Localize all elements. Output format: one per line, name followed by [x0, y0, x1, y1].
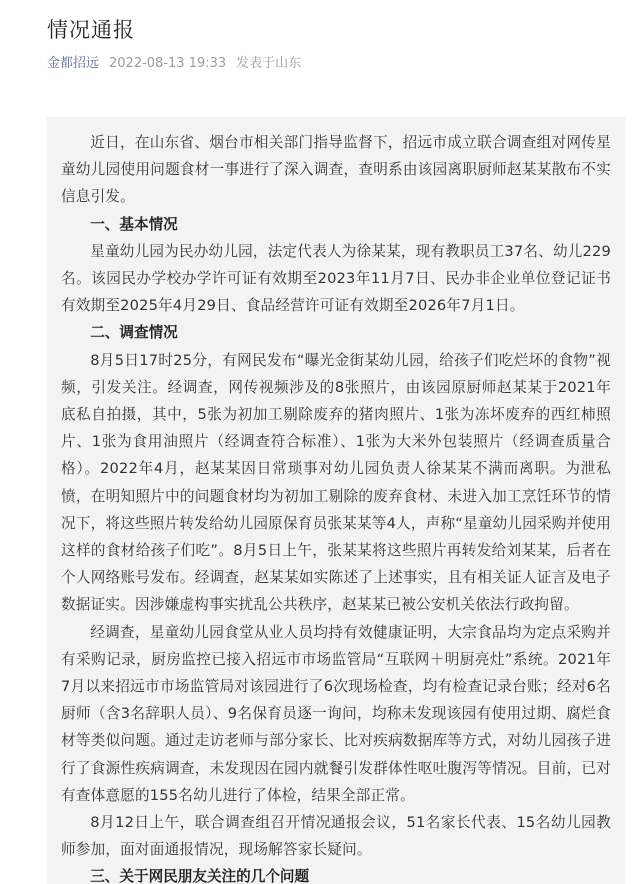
investigation-paragraph-2: 经调查，星童幼儿园食堂从业人员均持有效健康证明，大宗食品均为定点采购并有采购记录，厨房监控已接入招远市市场监管局“互联网＋明厨亮灶”系统。2021年7月以来招远市市场监管局对该园进行了6次现场检查，均有检查记录台账；经对6名厨师（含3名辞职人员）、9名保育员逐一询问，均称未发现该园有使用过期、腐烂食材等类似问题。通过走访老师与部分家长、比对疾病数据库等方式，对幼儿园孩子进行了食源性疾病调查，未发现因在园内就餐引发群体性呕吐腹泻等情况。目前，已对有查体意愿的155名幼儿进行了体检，结果全部正常。 [61, 623, 611, 804]
account-name-link[interactable]: 金都招远 [47, 56, 100, 71]
article-title: 情况通报 [47, 18, 135, 42]
investigation-paragraph-1: 8月5日17时25分，有网民发布“曝光金街某幼儿园，给孩子们吃烂坏的食物”视频，引发关注。经调查，网传视频涉及的8张照片，由该园原厨师赵某某于2021年底私自拍摄，其中，5张为初加工剔除废弃的猪肉照片、1张为冻坏废弃的西红柿照片、1张为食用油照片（经调查符合标准）、1张为大米外包装照片（经调查质量合格）。2022年4月，赵某某因日常琐事对幼儿园负责人徐某某不满而离职。为泄私愤，在明知照片中的问题食材均为初加工剔除的废弃食材、未进入加工烹饪环节的情况下，将这些照片转发给幼儿园原保育员张某某等4人，声称“星童幼儿园采购并使用这样的食材给孩子们吃”。8月5日上午，张某某将这些照片再转发给刘某某，后者在个人网络账号发布。经调查，赵某某如实陈述了上述事实，且有相关证人证言及电子数据证实。因涉嫌虚构事实扰乱公共秩序，赵某某已被公安机关依法行政拘留。 [61, 351, 611, 614]
section-heading-concerns: 三、关于网民朋友关注的几个问题 [90, 868, 310, 884]
intro-paragraph: 近日，在山东省、烟台市相关部门指导监督下，招远市成立联合调查组对网传星童幼儿园使用问题食材一事进行了深入调查，查明系由该园离职厨师赵某某散布不实信息引发。 [61, 134, 611, 206]
publish-location: 发表于山东 [236, 56, 302, 71]
investigation-paragraph-3: 8月12日上午，联合调查组召开情况通报会议，51名家长代表、15名幼儿园教师参加，面对面通报情况，现场解答家长疑问。 [61, 814, 611, 859]
article-meta [47, 52, 301, 71]
article-body [47, 117, 625, 884]
section-heading-investigation: 二、调查情况 [90, 324, 178, 342]
section-heading-basic-info: 一、基本情况 [90, 215, 178, 233]
publish-datetime: 2022-08-13 19:33 [109, 56, 227, 71]
basic-info-paragraph: 星童幼儿园为民办幼儿园，法定代表人为徐某某，现有教职员工37名、幼儿229名。该园民办学校办学许可证有效期至2023年11月7日、民办非企业单位登记证书有效期至2025年4月29日、食品经营许可证有效期至2026年7月1日。 [61, 242, 612, 315]
